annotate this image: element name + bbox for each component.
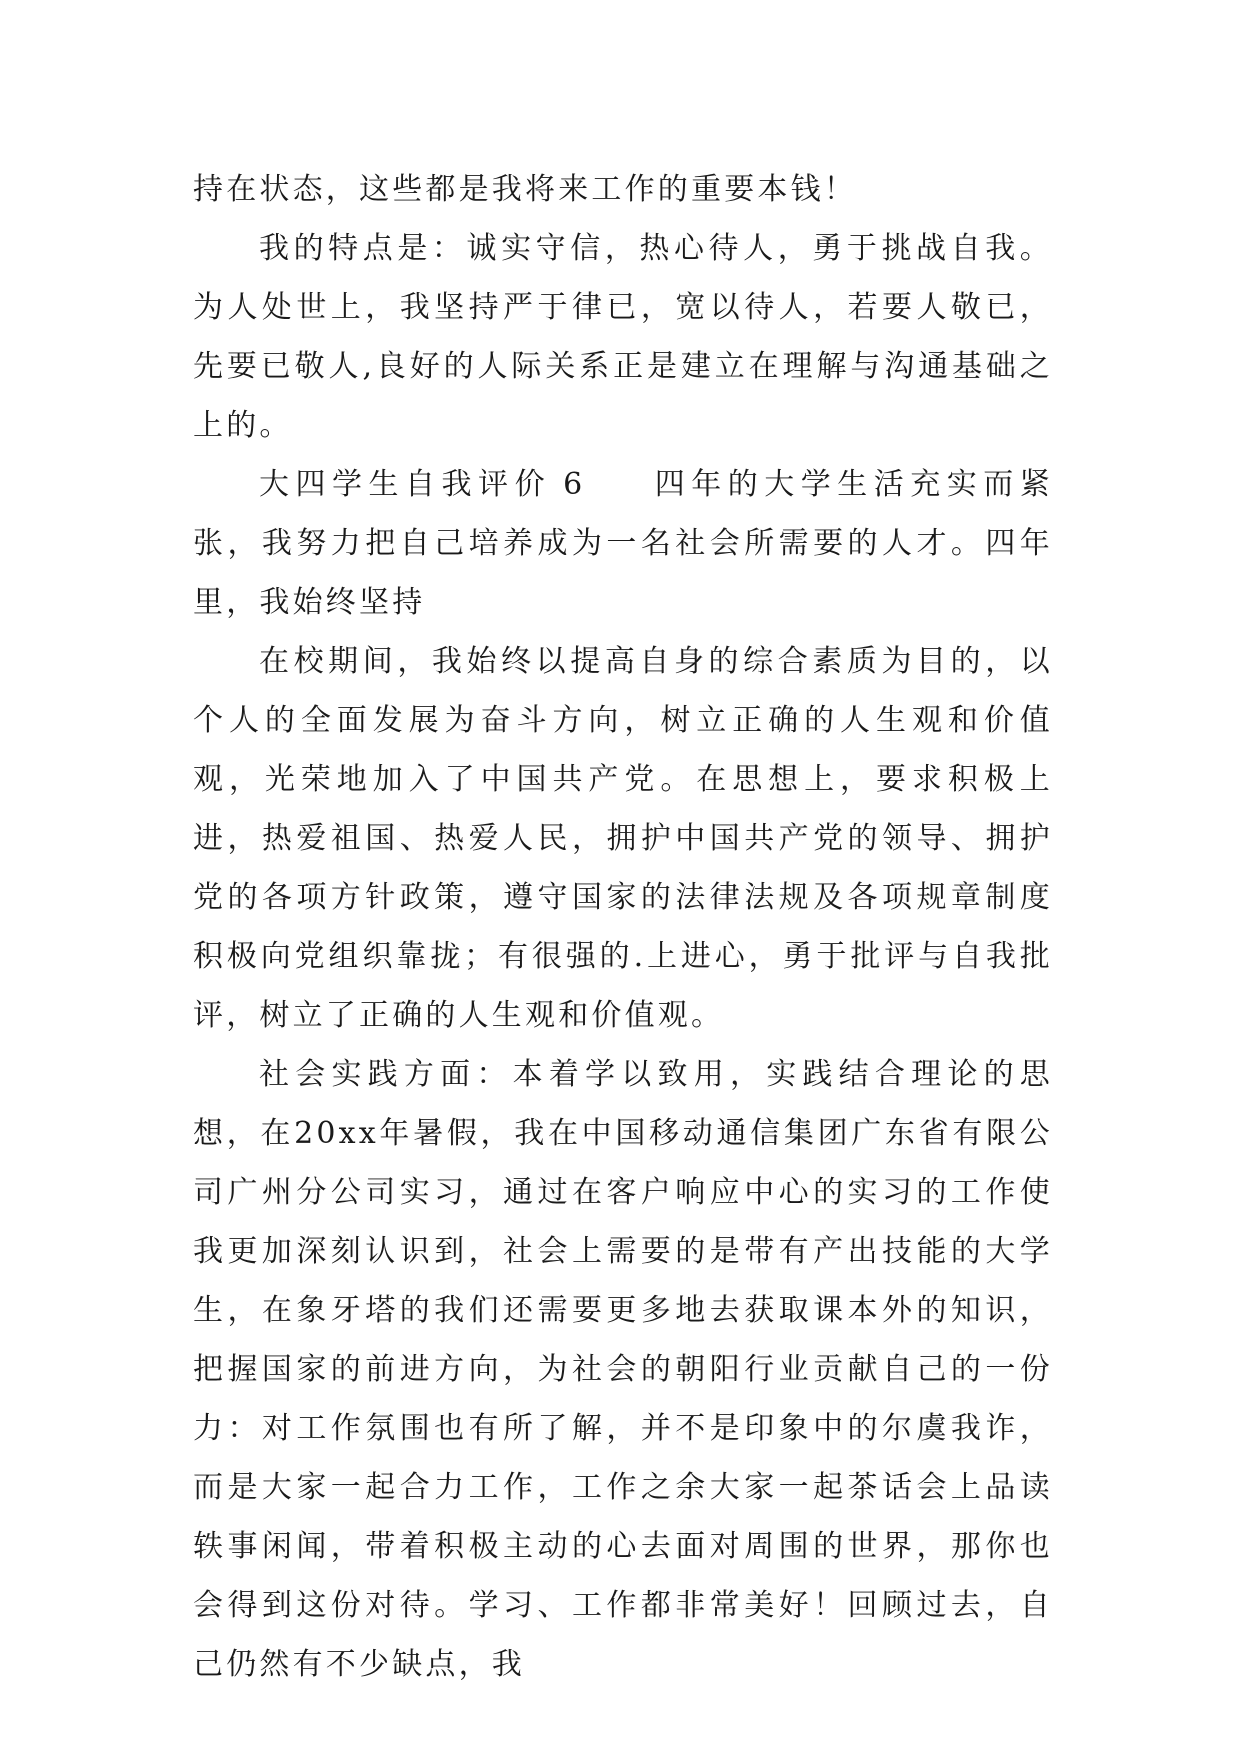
- paragraph-school-period: 在校期间，我始终以提高自身的综合素质为目的，以个人的全面发展为奋斗方向，树立正确的人生观和价值观，光荣地加入了中国共产党。在思想上，要求积极上进，热爱祖国、热爱人民，拥护中国共产党的领导、拥护党的各项方针政策，遵守国家的法律法规及各项规章制度积极向党组织靠拢；有很强的.上进心，勇于批评与自我批评，树立了正确的人生观和价值观。: [193, 644, 1053, 1033]
- section-intro-text: 四年的大学生活充实而紧张，我努力把自己培养成为一名社会所需要的人才。四年里，我始终坚持: [193, 467, 1054, 620]
- paragraph-continuation: 持在状态，这些都是我将来工作的重要本钱！: [193, 172, 857, 207]
- document-page: [193, 160, 1053, 1694]
- paragraph-personal-traits: 我的特点是：诚实守信，热心待人，勇于挑战自我。为人处世上，我坚持严于律已，宽以待人，若要人敬已，先要已敬人,良好的人际关系正是建立在理解与沟通基础之上的。: [193, 231, 1053, 443]
- section-heading-number: 6: [563, 467, 586, 502]
- paragraph-social-practice: 社会实践方面：本着学以致用，实践结合理论的思想，在20xx年暑假，我在中国移动通信集团广东省有限公司广州分公司实习，通过在客户响应中心的实习的工作使我更加深刻认识到，社会上需要的是带有产出技能的大学生，在象牙塔的我们还需要更多地去获取课本外的知识，把握国家的前进方向，为社会的朝阳行业贡献自己的一份力：对工作氛围也有所了解，并不是印象中的尔虞我诈，而是大家一起合力工作，工作之余大家一起茶话会上品读轶事闲闻，带着积极主动的心去面对周围的世界，那你也会得到这份对待。学习、工作都非常美好！回顾过去，自己仍然有不少缺点，我: [193, 1057, 1053, 1682]
- paragraph-section-heading: [193, 455, 1053, 632]
- section-heading-title: 大四学生自我评价: [259, 467, 552, 502]
